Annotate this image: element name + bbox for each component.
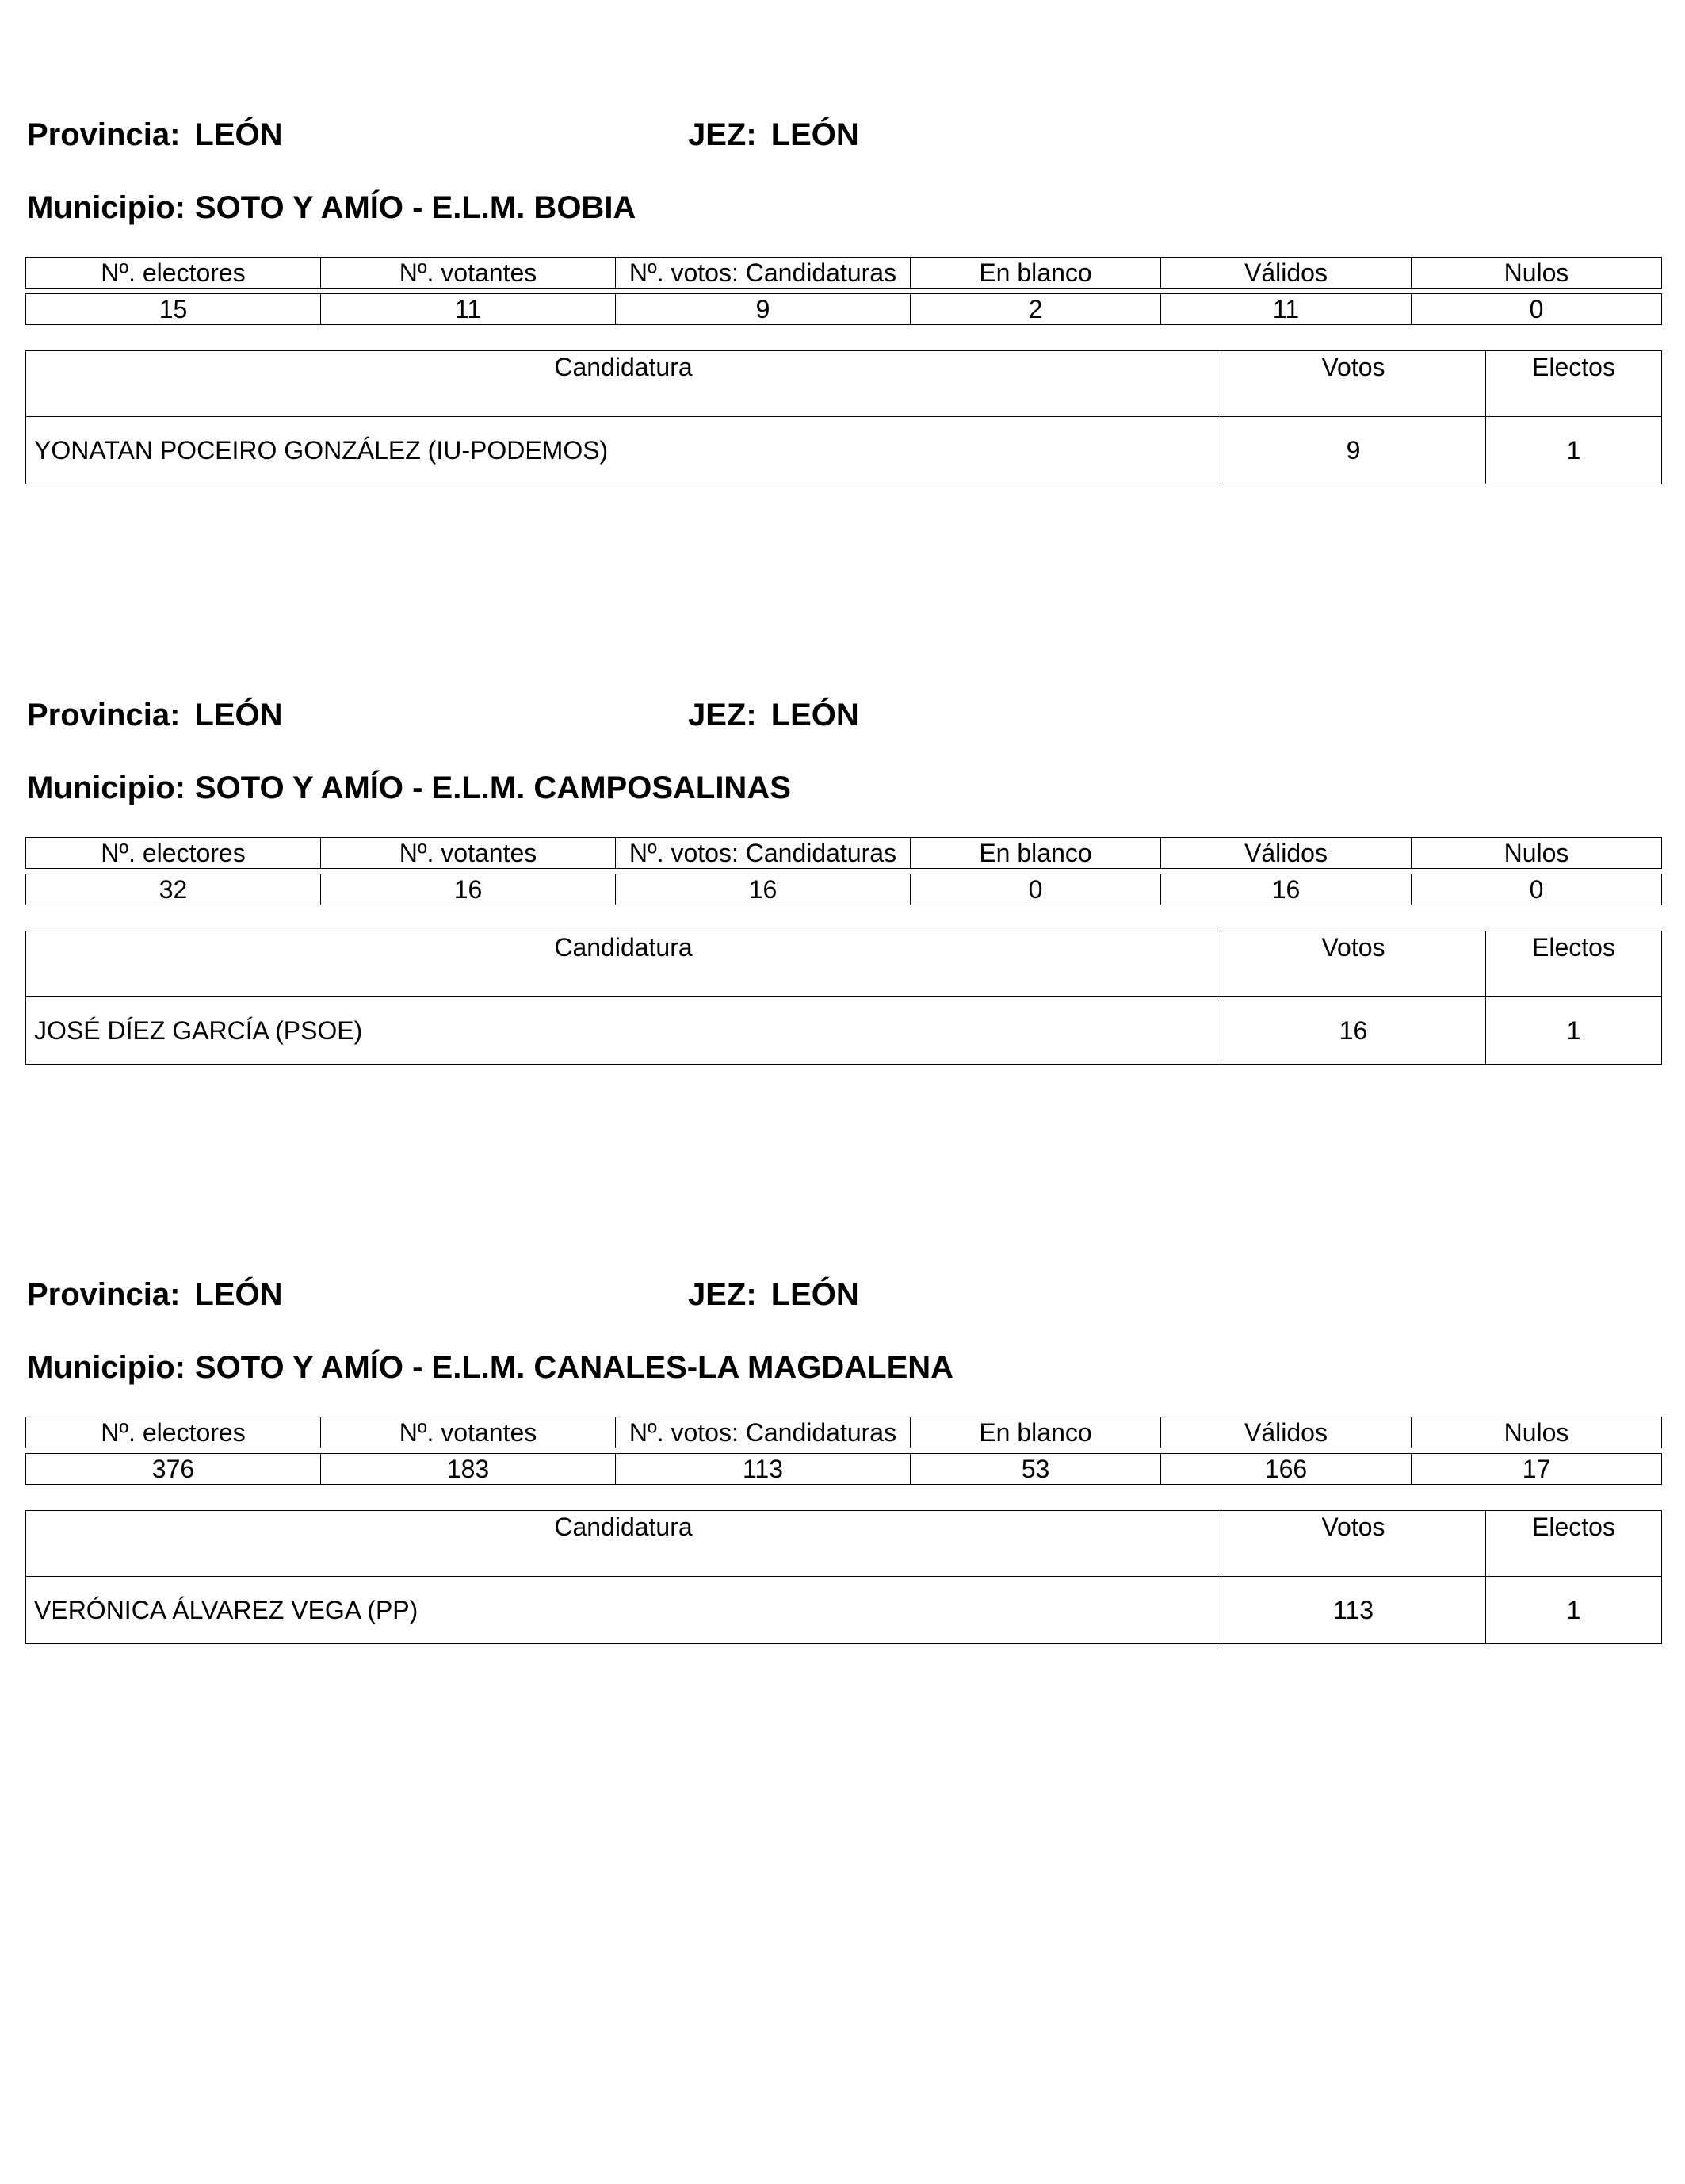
header-candidatura: Candidatura	[26, 351, 1221, 417]
stats-header-nulos: Nulos	[1412, 258, 1662, 289]
jez-line: JEZ: LEÓN	[688, 1277, 859, 1312]
stats-value-votantes: 183	[321, 1454, 616, 1485]
header-votos: Votos	[1221, 1511, 1486, 1577]
stats-value-votos-candidaturas: 16	[616, 874, 911, 905]
stats-value-validos: 16	[1161, 874, 1412, 905]
candidate-row	[26, 997, 1662, 1065]
jez-line: JEZ: LEÓN	[688, 698, 859, 732]
candidate-row	[26, 1577, 1662, 1644]
stats-header-votantes: Nº. votantes	[321, 838, 616, 869]
provincia-value: LEÓN	[194, 1277, 283, 1312]
candidates-header-row	[26, 1511, 1662, 1577]
stats-header-electores: Nº. electores	[26, 1417, 321, 1448]
stats-value-electores: 15	[26, 294, 321, 325]
stats-header-row	[26, 838, 1662, 869]
stats-header-en-blanco: En blanco	[911, 1417, 1161, 1448]
candidates-table	[25, 931, 1662, 1065]
election-section-canales-la-magdalena	[25, 1276, 1661, 1688]
stats-value-row	[26, 874, 1662, 905]
provincia-line: Provincia: LEÓN	[27, 1277, 283, 1312]
header-electos: Electos	[1486, 931, 1662, 997]
stats-value-row	[26, 294, 1662, 325]
jez-value: LEÓN	[770, 117, 859, 152]
candidate-name: YONATAN POCEIRO GONZÁLEZ (IU-PODEMOS)	[26, 417, 1221, 484]
jez-value: LEÓN	[770, 1277, 859, 1312]
candidates-header-row	[26, 351, 1662, 417]
stats-value-votos-candidaturas: 113	[616, 1454, 911, 1485]
stats-header-nulos: Nulos	[1412, 1417, 1662, 1448]
candidate-votos: 113	[1221, 1577, 1486, 1644]
stats-header-nulos: Nulos	[1412, 838, 1662, 869]
stats-value-electores: 376	[26, 1454, 321, 1485]
stats-value-nulos: 0	[1412, 874, 1662, 905]
stats-value-votantes: 16	[321, 874, 616, 905]
candidates-table	[25, 350, 1662, 484]
provincia-value: LEÓN	[194, 117, 283, 152]
stats-header-en-blanco: En blanco	[911, 838, 1161, 869]
header-votos: Votos	[1221, 351, 1486, 417]
municipio-line: Municipio: SOTO Y AMÍO - E.L.M. CAMPOSALINAS	[27, 771, 791, 805]
stats-value-nulos: 17	[1412, 1454, 1662, 1485]
header-electos: Electos	[1486, 1511, 1662, 1577]
municipio-value: SOTO Y AMÍO - E.L.M. BOBIA	[194, 190, 636, 225]
stats-header-validos: Válidos	[1161, 1417, 1412, 1448]
candidates-table	[25, 1510, 1662, 1644]
candidate-votos: 9	[1221, 417, 1486, 484]
stats-value-validos: 11	[1161, 294, 1412, 325]
stats-header-votos-candidaturas: Nº. votos: Candidaturas	[616, 838, 911, 869]
candidate-electos: 1	[1486, 997, 1662, 1065]
stats-value-validos: 166	[1161, 1454, 1412, 1485]
stats-header-row	[26, 258, 1662, 289]
provincia-line: Provincia: LEÓN	[27, 117, 283, 152]
header-electos: Electos	[1486, 351, 1662, 417]
stats-value-votantes: 11	[321, 294, 616, 325]
stats-header-votos-candidaturas: Nº. votos: Candidaturas	[616, 258, 911, 289]
stats-value-electores: 32	[26, 874, 321, 905]
stats-value-en-blanco: 53	[911, 1454, 1161, 1485]
stats-header-validos: Válidos	[1161, 258, 1412, 289]
stats-value-en-blanco: 0	[911, 874, 1161, 905]
election-section-camposalinas	[25, 696, 1661, 1108]
stats-value-row	[26, 1454, 1662, 1485]
candidate-name: VERÓNICA ÁLVAREZ VEGA (PP)	[26, 1577, 1221, 1644]
header-candidatura: Candidatura	[26, 931, 1221, 997]
election-section-bobia	[25, 116, 1661, 528]
municipio-value: SOTO Y AMÍO - E.L.M. CAMPOSALINAS	[194, 771, 791, 805]
municipio-line: Municipio: SOTO Y AMÍO - E.L.M. CANALES-LA MAGDALENA	[27, 1350, 954, 1385]
header-votos: Votos	[1221, 931, 1486, 997]
stats-header-votos-candidaturas: Nº. votos: Candidaturas	[616, 1417, 911, 1448]
provincia-value: LEÓN	[194, 698, 283, 732]
stats-header-row	[26, 1417, 1662, 1448]
stats-value-votos-candidaturas: 9	[616, 294, 911, 325]
candidate-votos: 16	[1221, 997, 1486, 1065]
municipio-line: Municipio: SOTO Y AMÍO - E.L.M. BOBIA	[27, 190, 636, 225]
municipio-value: SOTO Y AMÍO - E.L.M. CANALES-LA MAGDALENA	[194, 1350, 954, 1385]
header-candidatura: Candidatura	[26, 1511, 1221, 1577]
stats-header-votantes: Nº. votantes	[321, 258, 616, 289]
stats-header-votantes: Nº. votantes	[321, 1417, 616, 1448]
candidate-name: JOSÉ DÍEZ GARCÍA (PSOE)	[26, 997, 1221, 1065]
candidates-header-row	[26, 931, 1662, 997]
stats-table	[25, 837, 1662, 905]
stats-value-nulos: 0	[1412, 294, 1662, 325]
stats-table	[25, 1417, 1662, 1485]
jez-line: JEZ: LEÓN	[688, 117, 859, 152]
jez-value: LEÓN	[770, 698, 859, 732]
candidate-electos: 1	[1486, 1577, 1662, 1644]
stats-header-en-blanco: En blanco	[911, 258, 1161, 289]
stats-table	[25, 257, 1662, 325]
stats-header-validos: Válidos	[1161, 838, 1412, 869]
candidate-row	[26, 417, 1662, 484]
provincia-line: Provincia: LEÓN	[27, 698, 283, 732]
stats-header-electores: Nº. electores	[26, 838, 321, 869]
stats-value-en-blanco: 2	[911, 294, 1161, 325]
candidate-electos: 1	[1486, 417, 1662, 484]
stats-header-electores: Nº. electores	[26, 258, 321, 289]
